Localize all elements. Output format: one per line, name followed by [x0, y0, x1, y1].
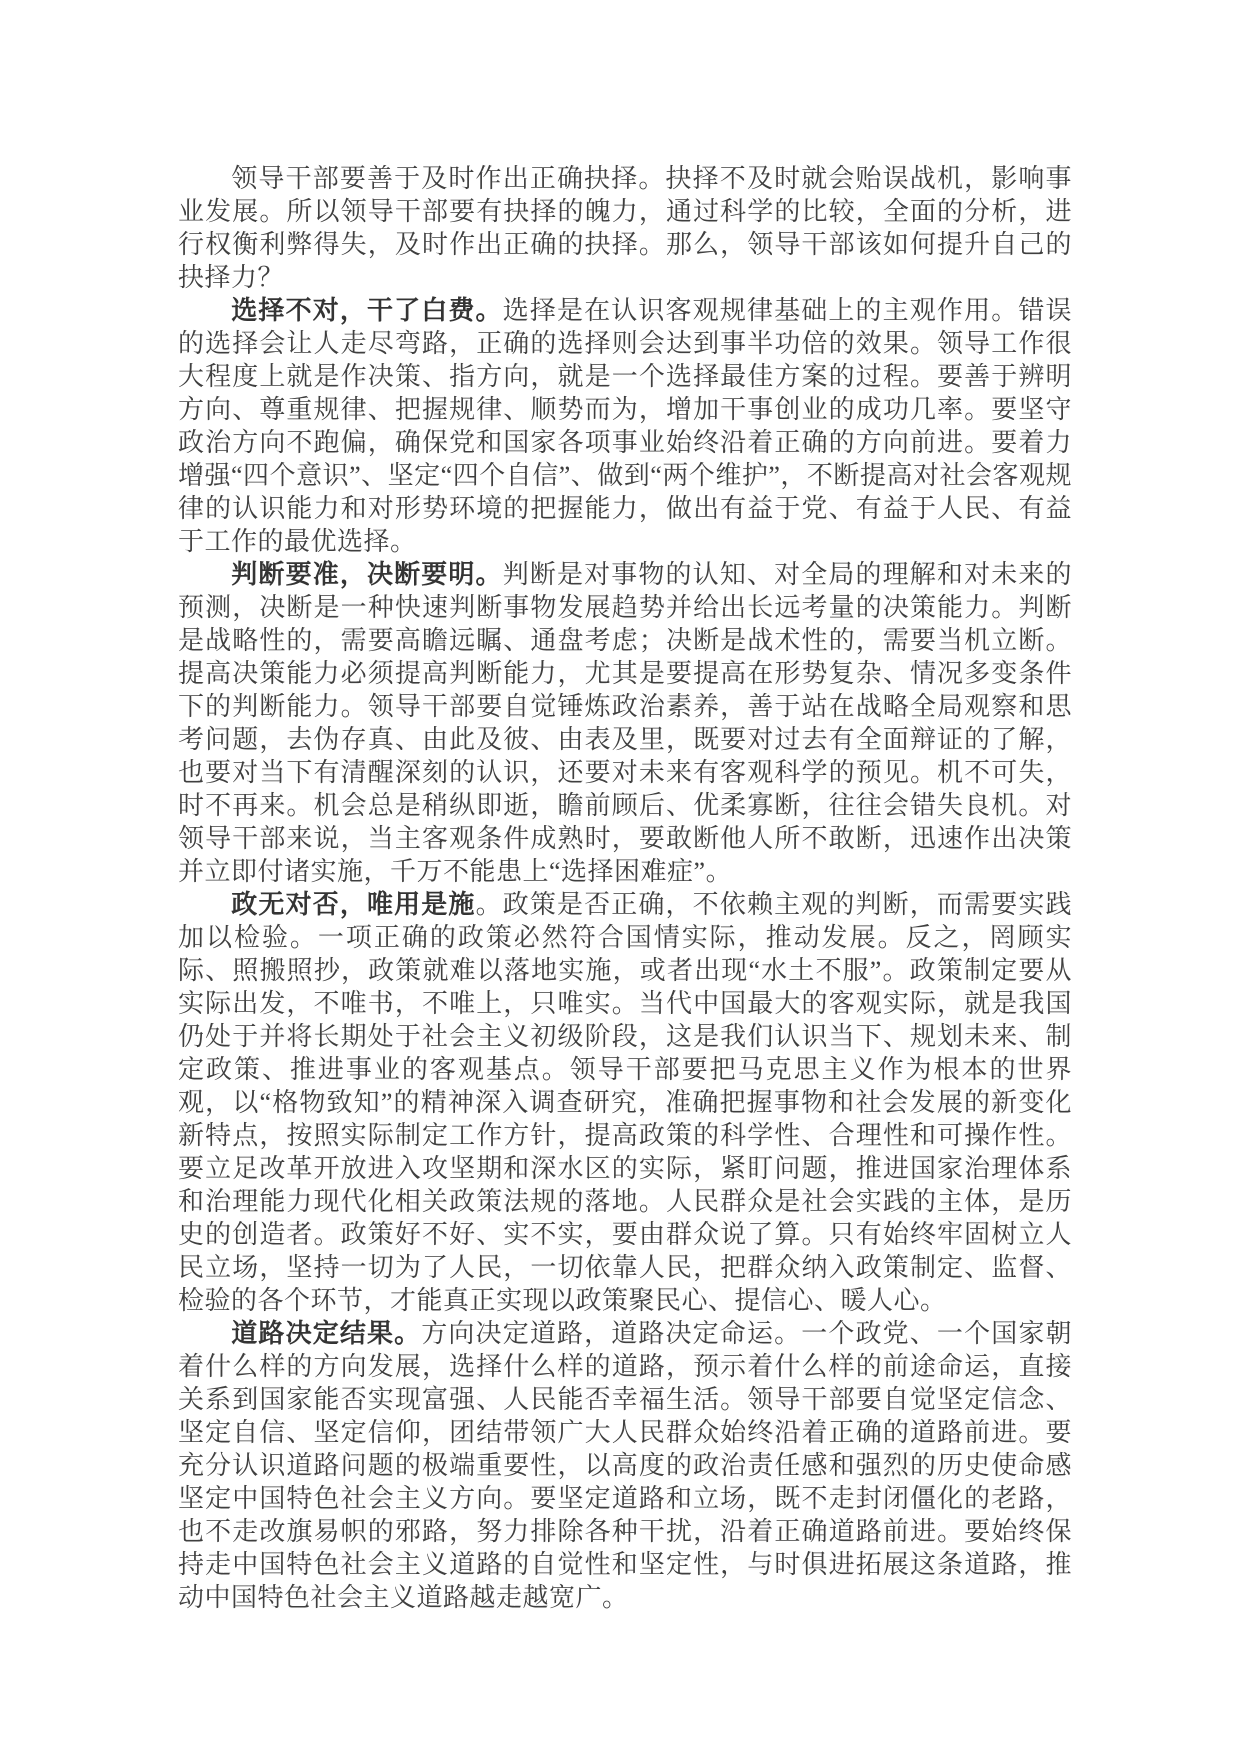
paragraph-road [178, 1317, 1072, 1614]
paragraph-body: 。政策是否正确，不依赖主观的判断，而需要实践加以检验。一项正确的政策必然符合国情实际，推动发展。反之，罔顾实际、照搬照抄，政策就难以落地实施，或者出现“水土不服”。政策制定要从实际出发，不唯书，不唯上，只唯实。当代中国最大的客观实际，就是我国仍处于并将长期处于社会主义初级阶段，这是我们认识当下、规划未来、制定政策、推进事业的客观基点。领导干部要把马克思主义作为根本的世界观，以“格物致知”的精神深入调查研究，准确把握事物和社会发展的新变化新特点，按照实际制定工作方针，提高政策的科学性、合理性和可操作性。要立足改革开放进入攻坚期和深水区的实际，紧盯问题，推进国家治理体系和治理能力现代化相关政策法规的落地。人民群众是社会实践的主体，是历史的创造者。政策好不好、实不实，要由群众说了算。只有始终牢固树立人民立场，坚持一切为了人民，一切依靠人民，把群众纳入政策制定、监督、检验的各个环节，才能真正实现以政策聚民心、提信心、暖人心。 [178, 890, 1072, 1315]
paragraph-lead: 判断要准，决断要明。 [231, 560, 503, 589]
paragraph-choice [178, 294, 1072, 558]
paragraph-lead: 选择不对，干了白费。 [231, 296, 503, 325]
paragraph-body: 选择是在认识客观规律基础上的主观作用。错误的选择会让人走尽弯路，正确的选择则会达到事半功倍的效果。领导工作很大程度上就是作决策、指方向，就是一个选择最佳方案的过程。要善于辨明方向、尊重规律、把握规律、顺势而为，增加干事创业的成功几率。要坚守政治方向不跑偏，确保党和国家各项事业始终沿着正确的方向前进。要着力增强“四个意识”、坚定“四个自信”、做到“两个维护”，不断提高对社会客观规律的认识能力和对形势环境的把握能力，做出有益于党、有益于人民、有益于工作的最优选择。 [178, 296, 1072, 556]
paragraph-lead: 政无对否，唯用是施 [231, 890, 476, 919]
paragraph-lead: 道路决定结果。 [231, 1319, 422, 1348]
paragraph-body: 领导干部要善于及时作出正确抉择。抉择不及时就会贻误战机，影响事业发展。所以领导干部要有抉择的魄力，通过科学的比较，全面的分析，进行权衡利弊得失，及时作出正确的抉择。那么，领导干部该如何提升自己的抉择力？ [178, 164, 1072, 292]
paragraph-intro [178, 162, 1072, 294]
paragraph-judgement [178, 558, 1072, 888]
paragraph-body: 判断是对事物的认知、对全局的理解和对未来的预测，决断是一种快速判断事物发展趋势并给出长远考量的决策能力。判断是战略性的，需要高瞻远瞩、通盘考虑；决断是战术性的，需要当机立断。提高决策能力必须提高判断能力，尤其是要提高在形势复杂、情况多变条件下的判断能力。领导干部要自觉锤炼政治素养，善于站在战略全局观察和思考问题，去伪存真、由此及彼、由表及里，既要对过去有全面辩证的了解，也要对当下有清醒深刻的认识，还要对未来有客观科学的预见。机不可失，时不再来。机会总是稍纵即逝，瞻前顾后、优柔寡断，往往会错失良机。对领导干部来说，当主客观条件成熟时，要敢断他人所不敢断，迅速作出决策并立即付诸实施，千万不能患上“选择困难症”。 [178, 560, 1072, 886]
paragraph-body: 方向决定道路，道路决定命运。一个政党、一个国家朝着什么样的方向发展，选择什么样的道路，预示着什么样的前途命运，直接关系到国家能否实现富强、人民能否幸福生活。领导干部要自觉坚定信念、坚定自信、坚定信仰，团结带领广大人民群众始终沿着正确的道路前进。要充分认识道路问题的极端重要性，以高度的政治责任感和强烈的历史使命感坚定中国特色社会主义方向。要坚定道路和立场，既不走封闭僵化的老路，也不走改旗易帜的邪路，努力排除各种干扰，沿着正确道路前进。要始终保持走中国特色社会主义道路的自觉性和坚定性，与时俱进拓展这条道路，推动中国特色社会主义道路越走越宽广。 [178, 1319, 1072, 1612]
paragraph-policy [178, 888, 1072, 1317]
